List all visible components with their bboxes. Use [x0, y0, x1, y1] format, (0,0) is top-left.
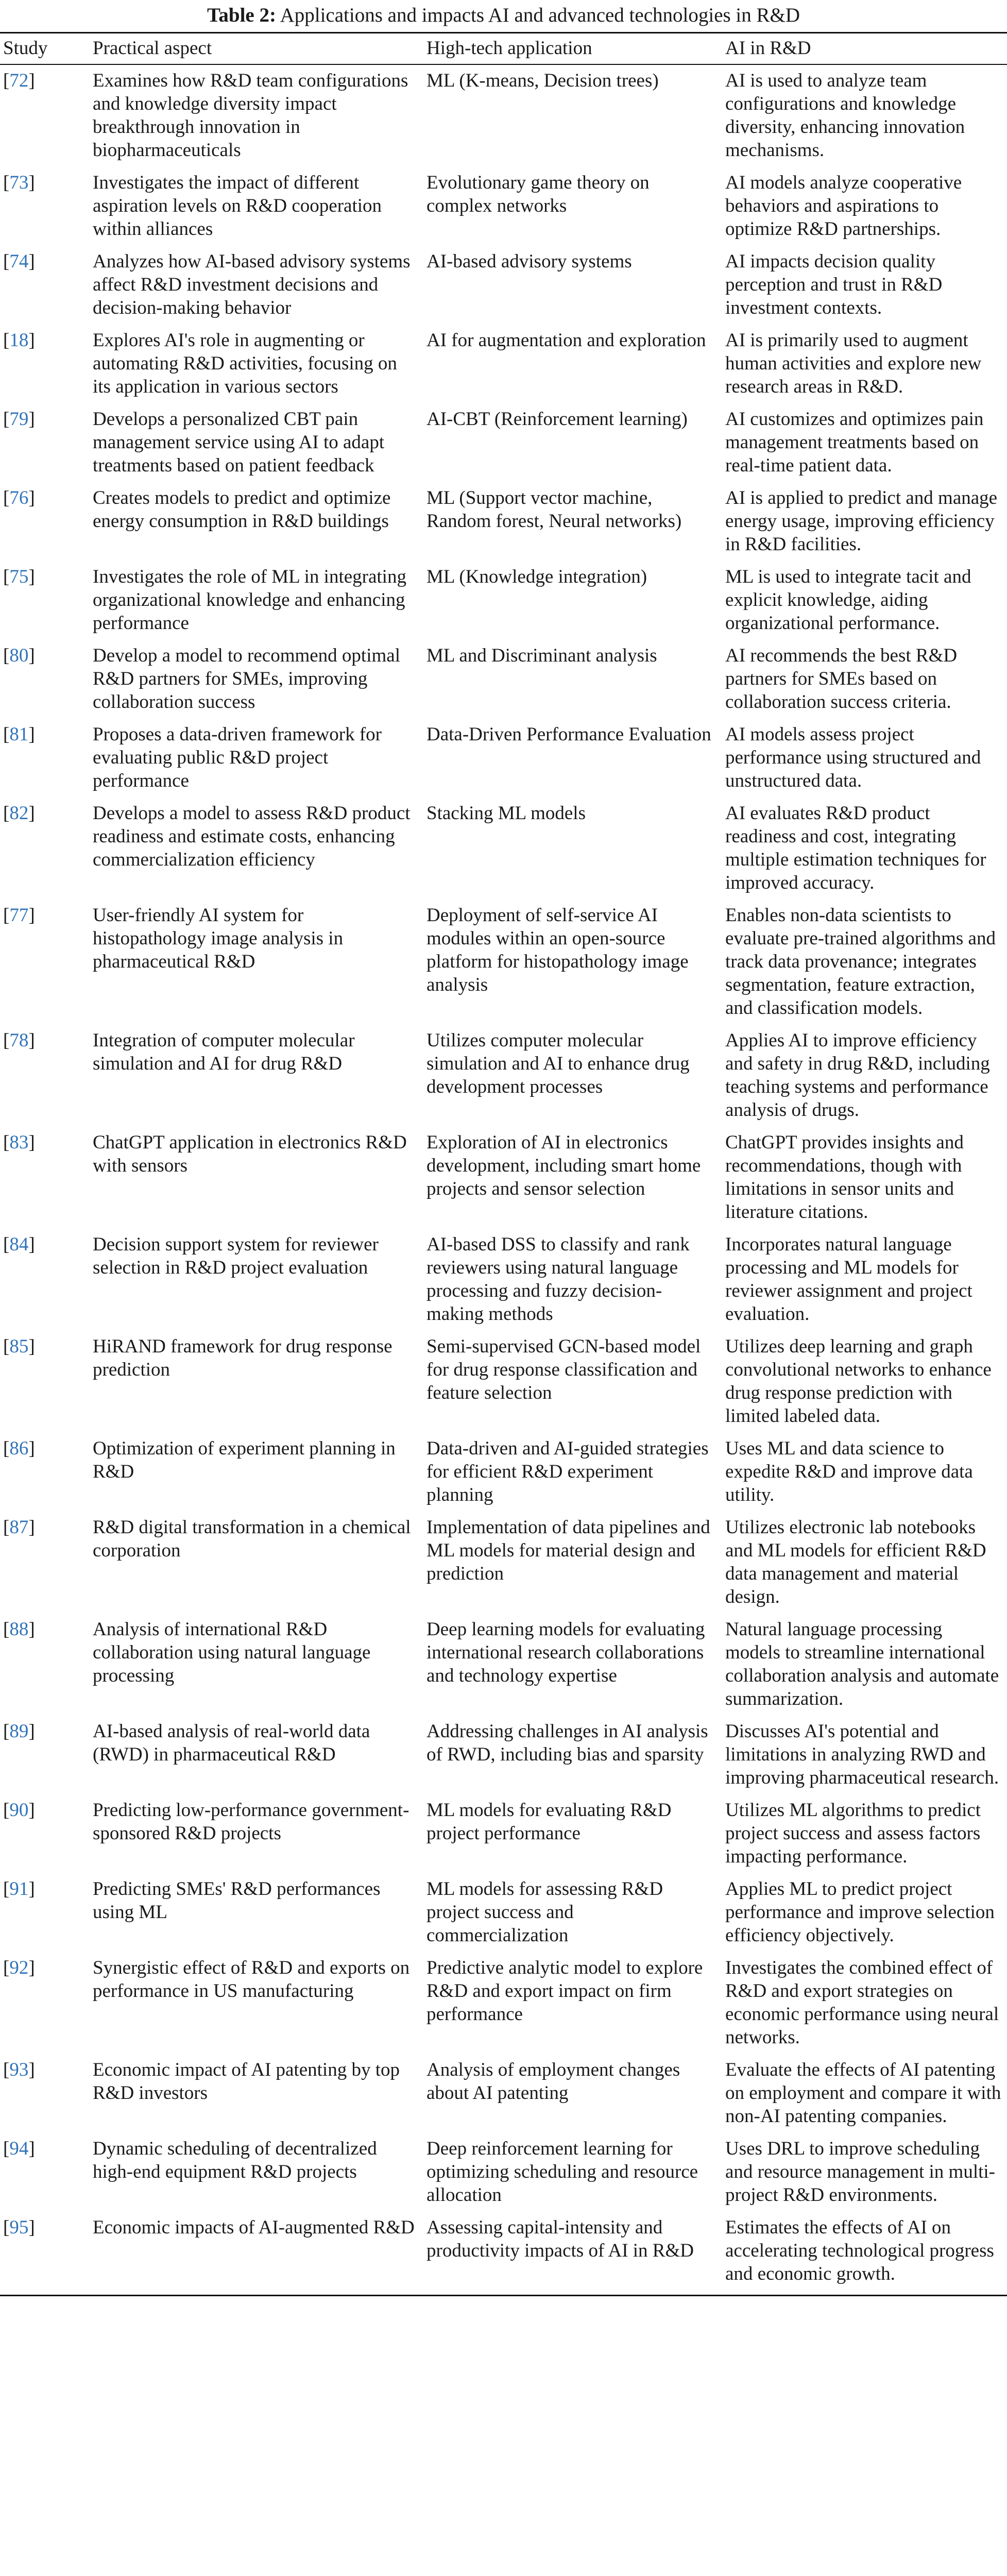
- study-cell: [80]: [3, 645, 35, 666]
- ai-in-rd-cell: AI evaluates R&D product readiness and cost, integrating multiple estimation techniques for improved accuracy.: [725, 803, 986, 893]
- ai-in-rd-cell: AI models analyze cooperative behaviors and aspirations to optimize R&D partnerships.: [725, 172, 962, 240]
- table-row: [0, 1516, 1007, 1618]
- practical-aspect-cell: R&D digital transformation in a chemical corporation: [93, 1517, 411, 1561]
- practical-aspect-cell: Examines how R&D team configurations and knowledge diversity impact breakthrough innovation in biopharmaceuticals: [93, 70, 408, 161]
- practical-aspect-cell: Explores AI's role in augmenting or automating R&D activities, focusing on its application in various sectors: [93, 330, 397, 397]
- table-row: [0, 1437, 1007, 1516]
- study-cell: [94]: [3, 2138, 35, 2159]
- study-reference-link[interactable]: 82: [9, 803, 29, 824]
- table-row: [0, 1956, 1007, 2058]
- study-reference-link[interactable]: 87: [9, 1517, 29, 1538]
- header-practical-aspect: Practical aspect: [93, 38, 212, 59]
- study-reference-link[interactable]: 79: [9, 409, 29, 430]
- practical-aspect-cell: Synergistic effect of R&D and exports on performance in US manufacturing: [93, 1957, 410, 2002]
- ai-in-rd-cell: Utilizes ML algorithms to predict project success and assess factors impacting performance.: [725, 1800, 981, 1867]
- table-row: [0, 2058, 1007, 2137]
- study-cell: [84]: [3, 1234, 35, 1255]
- header-ai-in-rd: AI in R&D: [725, 38, 811, 59]
- study-reference-link[interactable]: 92: [9, 1957, 29, 1978]
- study-reference-link[interactable]: 72: [9, 70, 29, 91]
- study-cell: [88]: [3, 1619, 35, 1640]
- study-reference-link[interactable]: 86: [9, 1438, 29, 1459]
- study-reference-link[interactable]: 84: [9, 1234, 29, 1255]
- ai-in-rd-cell: Incorporates natural language processing and ML models for reviewer assignment and project evaluation.: [725, 1234, 972, 1325]
- study-reference-link[interactable]: 95: [9, 2217, 29, 2238]
- study-reference-link[interactable]: 81: [9, 724, 29, 745]
- study-cell: [76]: [3, 487, 35, 509]
- high-tech-application-cell: Addressing challenges in AI analysis of RWD, including bias and sparsity: [426, 1721, 708, 1765]
- ai-in-rd-cell: Applies AI to improve efficiency and safety in drug R&D, including teaching systems and performance analysis of drugs.: [725, 1030, 990, 1121]
- practical-aspect-cell: Investigates the impact of different aspiration levels on R&D cooperation within alliances: [93, 172, 382, 240]
- study-reference-link[interactable]: 90: [9, 1800, 29, 1821]
- ai-in-rd-cell: Utilizes electronic lab notebooks and ML models for efficient R&D data management and material design.: [725, 1517, 986, 1607]
- study-reference-link[interactable]: 89: [9, 1721, 29, 1742]
- ai-in-rd-cell: Uses ML and data science to expedite R&D and improve data utility.: [725, 1438, 973, 1505]
- ai-in-rd-cell: AI is primarily used to augment human activities and explore new research areas in R&D.: [725, 330, 982, 397]
- study-cell: [82]: [3, 803, 35, 824]
- high-tech-application-cell: ML and Discriminant analysis: [426, 645, 657, 666]
- study-reference-link[interactable]: 76: [9, 487, 29, 509]
- table-caption-text: Applications and impacts AI and advanced technologies in R&D: [280, 4, 800, 26]
- high-tech-application-cell: Deep learning models for evaluating international research collaborations and technology expertise: [426, 1619, 705, 1686]
- high-tech-application-cell: Semi-supervised GCN-based model for drug response classification and feature selection: [426, 1336, 701, 1403]
- study-reference-link[interactable]: 80: [9, 645, 29, 666]
- table-row: [0, 2216, 1007, 2296]
- table-body: [0, 64, 1007, 2296]
- high-tech-application-cell: Stacking ML models: [426, 803, 586, 824]
- practical-aspect-cell: AI-based analysis of real-world data (RWD) in pharmaceutical R&D: [93, 1721, 370, 1765]
- practical-aspect-cell: Creates models to predict and optimize energy consumption in R&D buildings: [93, 487, 391, 532]
- study-cell: [18]: [3, 330, 35, 351]
- applications-table: [0, 32, 1007, 2296]
- practical-aspect-cell: Develops a model to assess R&D product readiness and estimate costs, enhancing commercialization efficiency: [93, 803, 411, 870]
- table-header-row: [0, 33, 1007, 65]
- study-reference-link[interactable]: 74: [9, 251, 29, 272]
- study-reference-link[interactable]: 93: [9, 2059, 29, 2080]
- practical-aspect-cell: Optimization of experiment planning in R&D: [93, 1438, 396, 1482]
- ai-in-rd-cell: AI impacts decision quality perception and trust in R&D investment contexts.: [725, 251, 943, 318]
- practical-aspect-cell: Develops a personalized CBT pain management service using AI to adapt treatments based on patient feedback: [93, 409, 385, 476]
- table-row: [0, 1131, 1007, 1233]
- ai-in-rd-cell: Investigates the combined effect of R&D and export strategies on economic performance using neural networks.: [725, 1957, 999, 2048]
- practical-aspect-cell: Integration of computer molecular simulation and AI for drug R&D: [93, 1030, 355, 1074]
- table-row: [0, 171, 1007, 250]
- practical-aspect-cell: Decision support system for reviewer selection in R&D project evaluation: [93, 1234, 379, 1278]
- ai-in-rd-cell: Estimates the effects of AI on accelerating technological progress and economic growth.: [725, 2217, 994, 2284]
- practical-aspect-cell: HiRAND framework for drug response prediction: [93, 1336, 392, 1380]
- table-caption: [0, 3, 1007, 28]
- table-row: [0, 644, 1007, 723]
- ai-in-rd-cell: AI models assess project performance using structured and unstructured data.: [725, 724, 981, 791]
- high-tech-application-cell: ML (K-means, Decision trees): [426, 70, 659, 91]
- study-cell: [92]: [3, 1957, 35, 1978]
- high-tech-application-cell: AI for augmentation and exploration: [426, 330, 706, 351]
- study-cell: [77]: [3, 905, 35, 926]
- ai-in-rd-cell: AI is used to analyze team configurations and knowledge diversity, enhancing innovation mechanisms.: [725, 70, 965, 161]
- high-tech-application-cell: Deployment of self-service AI modules within an open-source platform for histopathology image analysis: [426, 905, 689, 995]
- ai-in-rd-cell: Utilizes deep learning and graph convolutional networks to enhance drug response prediction with limited labeled data.: [725, 1336, 992, 1427]
- ai-in-rd-cell: Evaluate the effects of AI patenting on employment and compare it with non-AI patenting companies.: [725, 2059, 1001, 2127]
- table-row: [0, 329, 1007, 408]
- practical-aspect-cell: Economic impact of AI patenting by top R&D investors: [93, 2059, 400, 2104]
- practical-aspect-cell: ChatGPT application in electronics R&D with sensors: [93, 1132, 407, 1176]
- table-row: [0, 723, 1007, 802]
- study-reference-link[interactable]: 94: [9, 2138, 29, 2159]
- table-row: [0, 1029, 1007, 1131]
- high-tech-application-cell: ML (Knowledge integration): [426, 566, 647, 587]
- header-study: Study: [3, 38, 48, 59]
- study-cell: [74]: [3, 251, 35, 272]
- table-row: [0, 1618, 1007, 1720]
- high-tech-application-cell: Data-driven and AI-guided strategies for efficient R&D experiment planning: [426, 1438, 709, 1505]
- table-row: [0, 486, 1007, 565]
- practical-aspect-cell: Develop a model to recommend optimal R&D partners for SMEs, improving collaboration success: [93, 645, 400, 713]
- study-cell: [95]: [3, 2217, 35, 2238]
- high-tech-application-cell: Exploration of AI in electronics development, including smart home projects and sensor selection: [426, 1132, 701, 1199]
- high-tech-application-cell: Data-Driven Performance Evaluation: [426, 724, 711, 745]
- study-cell: [81]: [3, 724, 35, 745]
- high-tech-application-cell: Assessing capital-intensity and productivity impacts of AI in R&D: [426, 2217, 694, 2261]
- header-high-tech-application: High-tech application: [426, 38, 592, 59]
- table-row: [0, 2137, 1007, 2216]
- study-reference-link[interactable]: 85: [9, 1336, 29, 1357]
- ai-in-rd-cell: AI is applied to predict and manage energy usage, improving efficiency in R&D facilities.: [725, 487, 998, 555]
- high-tech-application-cell: ML (Support vector machine, Random forest, Neural networks): [426, 487, 682, 532]
- study-cell: [78]: [3, 1030, 35, 1051]
- study-reference-link[interactable]: 78: [9, 1030, 29, 1051]
- table-row: [0, 1335, 1007, 1437]
- ai-in-rd-cell: AI recommends the best R&D partners for SMEs based on collaboration success criteria.: [725, 645, 958, 713]
- high-tech-application-cell: Implementation of data pipelines and ML models for material design and prediction: [426, 1517, 710, 1584]
- table-row: [0, 1799, 1007, 1877]
- study-reference-link[interactable]: 73: [9, 172, 29, 193]
- table-row: [0, 565, 1007, 644]
- study-reference-link[interactable]: 75: [9, 566, 29, 587]
- high-tech-application-cell: Evolutionary game theory on complex networks: [426, 172, 650, 216]
- practical-aspect-cell: Predicting SMEs' R&D performances using ML: [93, 1878, 381, 1923]
- practical-aspect-cell: User-friendly AI system for histopathology image analysis in pharmaceutical R&D: [93, 905, 344, 972]
- study-cell: [89]: [3, 1721, 35, 1742]
- study-cell: [75]: [3, 566, 35, 587]
- study-cell: [91]: [3, 1878, 35, 1900]
- high-tech-application-cell: Analysis of employment changes about AI patenting: [426, 2059, 680, 2104]
- high-tech-application-cell: AI-based advisory systems: [426, 251, 632, 272]
- table-caption-label: Table 2:: [207, 4, 276, 26]
- study-reference-link[interactable]: 77: [9, 905, 29, 926]
- practical-aspect-cell: Proposes a data-driven framework for evaluating public R&D project performance: [93, 724, 382, 791]
- study-reference-link[interactable]: 83: [9, 1132, 29, 1153]
- study-reference-link[interactable]: 18: [9, 330, 29, 351]
- high-tech-application-cell: AI-based DSS to classify and rank reviewers using natural language processing and fuzzy decision-making methods: [426, 1234, 690, 1325]
- table-row: [0, 408, 1007, 486]
- practical-aspect-cell: Predicting low-performance government-sponsored R&D projects: [93, 1800, 409, 1844]
- high-tech-application-cell: Deep reinforcement learning for optimizing scheduling and resource allocation: [426, 2138, 698, 2206]
- ai-in-rd-cell: Discusses AI's potential and limitations in analyzing RWD and improving pharmaceutical research.: [725, 1721, 999, 1788]
- table-row: [0, 1233, 1007, 1335]
- practical-aspect-cell: Analyzes how AI-based advisory systems affect R&D investment decisions and decision-making behavior: [93, 251, 411, 318]
- study-reference-link[interactable]: 91: [9, 1878, 29, 1900]
- ai-in-rd-cell: ChatGPT provides insights and recommendations, though with limitations in sensor units and literature citations.: [725, 1132, 964, 1223]
- practical-aspect-cell: Economic impacts of AI-augmented R&D: [93, 2217, 415, 2238]
- table-row: [0, 904, 1007, 1029]
- high-tech-application-cell: ML models for assessing R&D project success and commercialization: [426, 1878, 663, 1946]
- study-reference-link[interactable]: 88: [9, 1619, 29, 1640]
- practical-aspect-cell: Dynamic scheduling of decentralized high-end equipment R&D projects: [93, 2138, 377, 2182]
- table-row: [0, 1720, 1007, 1799]
- study-cell: [90]: [3, 1800, 35, 1821]
- high-tech-application-cell: Predictive analytic model to explore R&D and export impact on firm performance: [426, 1957, 703, 2025]
- study-cell: [73]: [3, 172, 35, 193]
- practical-aspect-cell: Analysis of international R&D collaboration using natural language processing: [93, 1619, 371, 1686]
- study-cell: [87]: [3, 1517, 35, 1538]
- table-row: [0, 64, 1007, 171]
- ai-in-rd-cell: Natural language processing models to streamline international collaboration analysis and automate summarization.: [725, 1619, 999, 1709]
- high-tech-application-cell: ML models for evaluating R&D project performance: [426, 1800, 672, 1844]
- ai-in-rd-cell: AI customizes and optimizes pain management treatments based on real-time patient data.: [725, 409, 984, 476]
- study-cell: [85]: [3, 1336, 35, 1357]
- ai-in-rd-cell: Applies ML to predict project performance and improve selection efficiency objectively.: [725, 1878, 995, 1946]
- study-cell: [79]: [3, 409, 35, 430]
- study-cell: [83]: [3, 1132, 35, 1153]
- study-cell: [86]: [3, 1438, 35, 1459]
- table-row: [0, 250, 1007, 329]
- table-row: [0, 1877, 1007, 1956]
- ai-in-rd-cell: Uses DRL to improve scheduling and resource management in multi-project R&D environments.: [725, 2138, 995, 2206]
- ai-in-rd-cell: Enables non-data scientists to evaluate pre-trained algorithms and track data provenance; integrates segmentation, feature extraction, and classification models.: [725, 905, 996, 1019]
- table-row: [0, 802, 1007, 904]
- high-tech-application-cell: Utilizes computer molecular simulation and AI to enhance drug development processes: [426, 1030, 690, 1097]
- ai-in-rd-cell: ML is used to integrate tacit and explicit knowledge, aiding organizational performance.: [725, 566, 971, 634]
- study-cell: [93]: [3, 2059, 35, 2080]
- study-cell: [72]: [3, 70, 35, 91]
- practical-aspect-cell: Investigates the role of ML in integrating organizational knowledge and enhancing performance: [93, 566, 406, 634]
- high-tech-application-cell: AI-CBT (Reinforcement learning): [426, 409, 688, 430]
